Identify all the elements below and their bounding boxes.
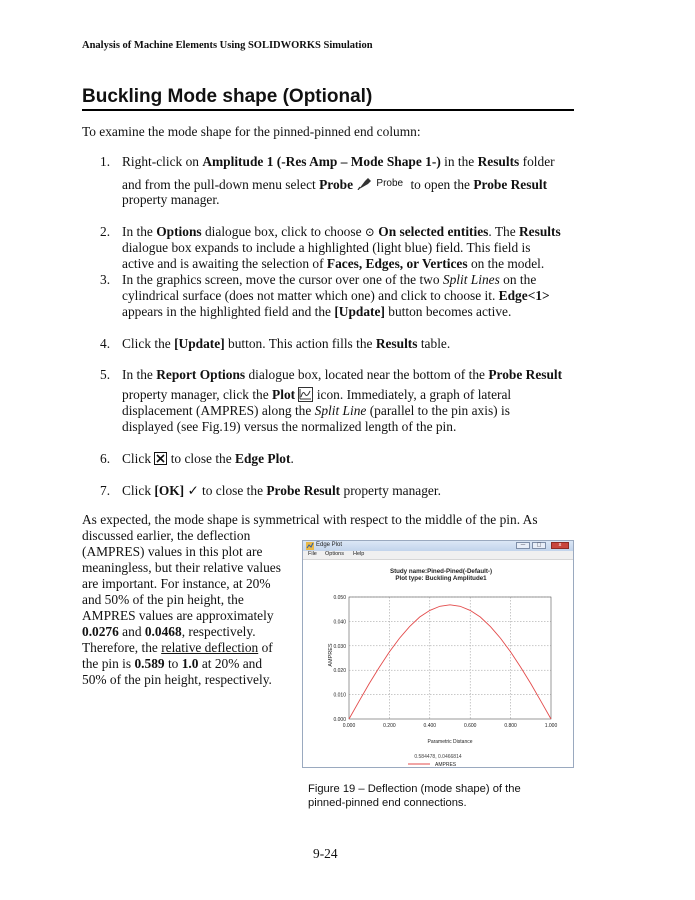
step-4: Click the [Update] button. This action fills the Results table.: [122, 336, 451, 351]
series-line-ampres: [349, 605, 551, 719]
radio-selected-icon: ⊙: [364, 225, 375, 239]
y-tick-label: 0.010: [333, 692, 346, 699]
y-tick-label: 0.050: [333, 595, 346, 601]
discussion-lead: As expected, the mode shape is symmetrical with respect to the middle of the pin. As: [82, 512, 538, 527]
heading-rule: [82, 109, 574, 111]
step-number: 3.: [100, 272, 111, 287]
running-header: Analysis of Machine Elements Using SOLIDWORKS Simulation: [82, 40, 373, 51]
figure-caption: Figure 19 – Deflection (mode shape) of the pinned-pinned end connections.: [308, 783, 521, 809]
x-tick-label: 0.000: [342, 723, 356, 729]
chart-title: Study name:Pined-Pined(-Default-): [389, 568, 493, 575]
minimize-button[interactable]: —: [516, 542, 530, 549]
step-3-line-3: appears in the highlighted field and the [Update] button becomes active.: [122, 304, 512, 319]
window-title: Edge Plot: [316, 542, 343, 548]
step-7: Click [OK] ✓ to close the Probe Result property manager.: [122, 483, 441, 498]
x-tick-label: 0.800: [504, 723, 517, 729]
maximize-button[interactable]: □: [532, 542, 546, 549]
close-button[interactable]: x: [551, 542, 569, 549]
legend-label: AMPRES: [435, 762, 457, 767]
plot-frame: [349, 597, 551, 719]
x-tick-label: 0.400: [423, 723, 437, 729]
page-number: 9-24: [313, 846, 338, 861]
y-axis-label: AMPRES: [328, 643, 334, 667]
y-tick-label: 0.030: [333, 643, 346, 650]
step-2: In the Options dialogue box, click to choose ⊙ On selected entities. The Results: [122, 224, 561, 239]
x-tick-label: 0.200: [383, 723, 396, 729]
step-number: 4.: [100, 336, 111, 351]
step-5-line-3: displacement (AMPRES) along the Split Line (parallel to the pin axis) is: [122, 403, 510, 418]
step-number: 6.: [100, 451, 111, 466]
menu-help[interactable]: Help: [353, 551, 365, 557]
y-tick-label: 0.040: [333, 619, 346, 626]
step-number: 1.: [100, 154, 111, 169]
y-tick-label: 0.000: [333, 717, 346, 723]
step-6: Click to close the Edge Plot.: [122, 451, 294, 466]
step-number: 5.: [100, 367, 111, 382]
step-5-line-2: property manager, click the Plot icon. Immediately, a graph of lateral: [122, 387, 512, 402]
step-1-line-3: property manager.: [122, 192, 220, 207]
discussion-column: discussed earlier, the deflection (AMPRES) values in this plot are meaningless, but their relative values are important. For instance, at 20% and 50% of the pin height, the AMPRES values are approximately 0.0276 and 0.0468, respectively. Therefore, the relative deflection of the pin is 0.589 to 1.0 at 20% and 50% of the pin height, respectively.: [82, 528, 281, 687]
menu-file[interactable]: File: [308, 551, 317, 557]
step-1-line-2: and from the pull-down menu select Probe $^{Probe}$ to open the Probe Result: [122, 177, 548, 192]
step-5-line-4: displayed (see Fig.19) versus the normalized length of the pin.: [122, 419, 457, 434]
window-titlebar[interactable]: [303, 541, 573, 551]
x-axis-label: Parametric Distance: [427, 739, 473, 745]
step-number: 7.: [100, 483, 111, 498]
step-number: 2.: [100, 224, 111, 239]
buckling-amplitude-chart: [303, 559, 573, 767]
section-title: Buckling Mode shape (Optional): [82, 86, 373, 107]
step-5: In the Report Options dialogue box, located near the bottom of the Probe Result: [122, 367, 563, 382]
y-tick-label: 0.020: [333, 668, 346, 675]
step-3: In the graphics screen, move the cursor over one of the two Split Lines on the: [122, 272, 537, 287]
probe-icon: [356, 177, 376, 190]
step-2-line-3: active and is awaiting the selection of Faces, Edges, or Vertices on the model.: [122, 256, 545, 271]
chart-subtitle: Plot type: Buckling Amplitude1: [395, 575, 487, 582]
step-2-line-2: dialogue box expands to include a highlighted (light blue) field. This field is: [122, 240, 531, 255]
probe-coordinate-readout: 0.584478, 0.0466814: [414, 754, 462, 760]
close-box-icon: [154, 452, 167, 465]
plot-icon: [298, 387, 313, 402]
checkmark-icon: ✓: [184, 483, 199, 498]
intro-text: To examine the mode shape for the pinned-pinned end column:: [82, 124, 421, 139]
menu-options[interactable]: Options: [325, 551, 344, 557]
app-icon: [306, 542, 314, 550]
step-1: Right-click on Amplitude 1 (-Res Amp – Mode Shape 1-) in the Results folder: [122, 154, 555, 169]
edge-plot-window: [302, 540, 574, 768]
x-tick-label: 1.000: [544, 723, 558, 729]
x-tick-label: 0.600: [463, 723, 477, 729]
step-3-line-2: cylindrical surface (does not matter which one) and click to choose it. Edge<1>: [122, 288, 550, 303]
